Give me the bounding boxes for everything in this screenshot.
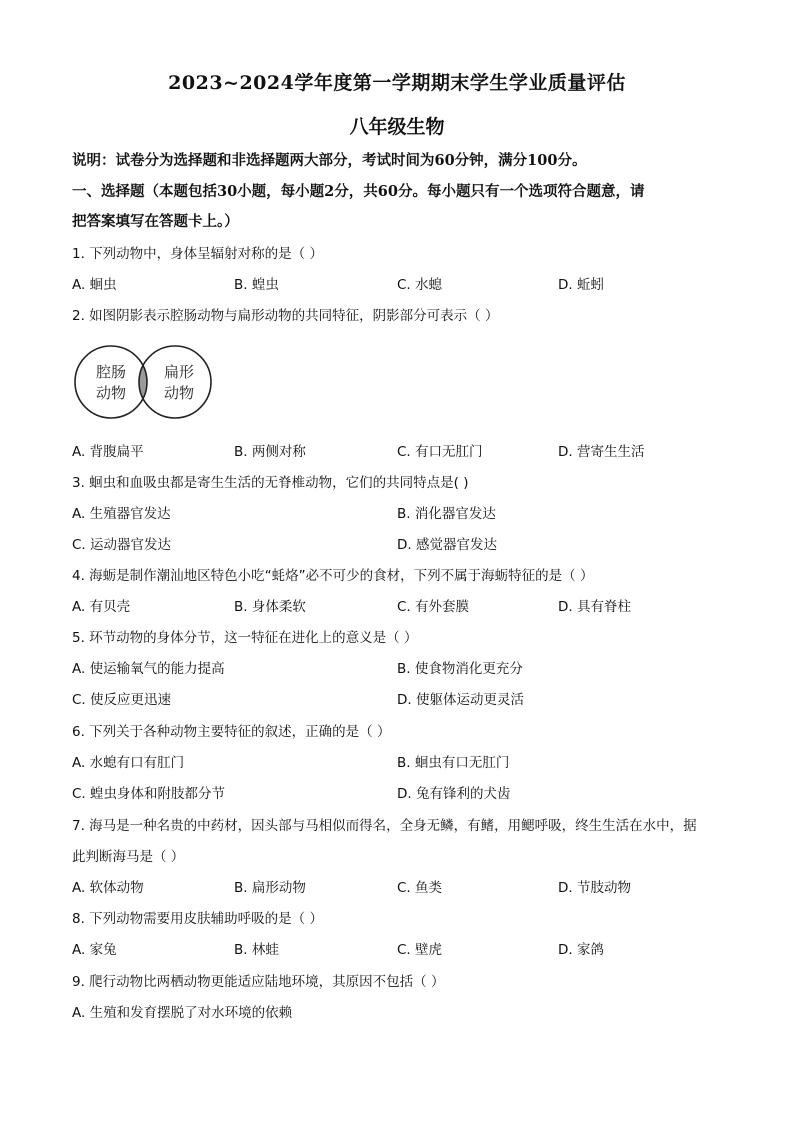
question-2-stem: 2. 如图阴影表示腔肠动物与扁形动物的共同特征，阴影部分可表示（ ） [72, 308, 499, 324]
question-6-option-d: D. 兔有锋利的犬齿 [397, 786, 511, 802]
question-6-stem: 6. 下列关于各种动物主要特征的叙述，正确的是（ ） [72, 724, 391, 740]
question-7-stem: 7. 海马是一种名贵的中药材，因头部与马相似而得名，全身无鳞，有鳍，用鳃呼吸，终生生活在水中，据 [72, 818, 697, 834]
question-3-stem: 3. 蛔虫和血吸虫都是寄生生活的无脊椎动物，它们的共同特点是( ) [72, 475, 469, 491]
exam-instructions: 说明：试卷分为选择题和非选择题两大部分，考试时间为60分钟，满分100分。 [72, 152, 587, 169]
question-7-stem-continued: 此判断海马是（ ） [72, 849, 185, 865]
question-5-option-c: C. 使反应更迅速 [72, 692, 172, 708]
section-heading-line1: 一、选择题（本题包括30小题，每小题2分，共60分。每小题只有一个选项符合题意，请 [72, 183, 645, 200]
question-7-option-b: B. 扁形动物 [234, 880, 306, 896]
question-4-stem: 4. 海蛎是制作潮汕地区特色小吃“蚝烙”必不可少的食材，下列不属于海蛎特征的是（ ） [72, 568, 594, 584]
question-2-option-b: B. 两侧对称 [234, 444, 306, 460]
question-1-option-c: C. 水螅 [397, 277, 443, 293]
question-9-stem: 9. 爬行动物比两栖动物更能适应陆地环境，其原因不包括（ ） [72, 974, 445, 990]
question-2-option-d: D. 营寄生生活 [558, 444, 645, 460]
question-8-option-d: D. 家鸽 [558, 942, 604, 958]
question-6-option-c: C. 蝗虫身体和附肢都分节 [72, 786, 226, 802]
venn-left-label-line2: 动物 [95, 384, 127, 402]
question-5-stem: 5. 环节动物的身体分节，这一特征在进化上的意义是（ ） [72, 630, 418, 646]
venn-right-circle [139, 346, 211, 418]
exam-title: 2023~2024学年度第一学期期末学生学业质量评估 [168, 72, 626, 94]
question-3-option-a: A. 生殖器官发达 [72, 506, 171, 522]
question-3-option-d: D. 感觉器官发达 [397, 537, 497, 553]
question-2-option-a: A. 背腹扁平 [72, 444, 144, 460]
question-4-option-b: B. 身体柔软 [234, 599, 306, 615]
question-1-option-b: B. 蝗虫 [234, 277, 279, 293]
question-4-option-c: C. 有外套膜 [397, 599, 470, 615]
venn-diagram [72, 340, 222, 426]
question-5-option-b: B. 使食物消化更充分 [397, 661, 523, 677]
question-6-option-b: B. 蛔虫有口无肛门 [397, 755, 510, 771]
question-9-option-a: A. 生殖和发育摆脱了对水环境的依赖 [72, 1005, 293, 1021]
question-3-option-c: C. 运动器官发达 [72, 537, 172, 553]
question-8-option-c: C. 壁虎 [397, 942, 443, 958]
venn-right-label-line1: 扁形 [163, 363, 195, 381]
question-4-option-a: A. 有贝壳 [72, 599, 131, 615]
question-5-option-a: A. 使运输氧气的能力提高 [72, 661, 225, 677]
question-8-stem: 8. 下列动物需要用皮肤辅助呼吸的是（ ） [72, 911, 323, 927]
question-7-option-a: A. 软体动物 [72, 880, 144, 896]
question-7-option-d: D. 节肢动物 [558, 880, 631, 896]
venn-right-label-line2: 动物 [163, 384, 195, 402]
section-heading [72, 177, 732, 237]
question-7-option-c: C. 鱼类 [397, 880, 443, 896]
question-8-option-a: A. 家兔 [72, 942, 117, 958]
exam-subtitle: 八年级生物 [349, 116, 445, 138]
question-1-stem: 1. 下列动物中，身体呈辐射对称的是（ ） [72, 246, 323, 262]
venn-left-circle [75, 346, 147, 418]
question-1-option-a: A. 蛔虫 [72, 277, 117, 293]
question-8-option-b: B. 林蛙 [234, 942, 279, 958]
question-6-option-a: A. 水螅有口有肛门 [72, 755, 185, 771]
question-3-option-b: B. 消化器官发达 [397, 506, 496, 522]
question-5-option-d: D. 使躯体运动更灵活 [397, 692, 524, 708]
venn-left-label-line1: 腔肠 [95, 363, 127, 381]
question-1-option-d: D. 蚯蚓 [558, 277, 604, 293]
question-2-option-c: C. 有口无肛门 [397, 444, 483, 460]
section-heading-line2: 把答案填写在答题卡上。） [72, 213, 239, 230]
question-4-option-d: D. 具有脊柱 [558, 599, 631, 615]
